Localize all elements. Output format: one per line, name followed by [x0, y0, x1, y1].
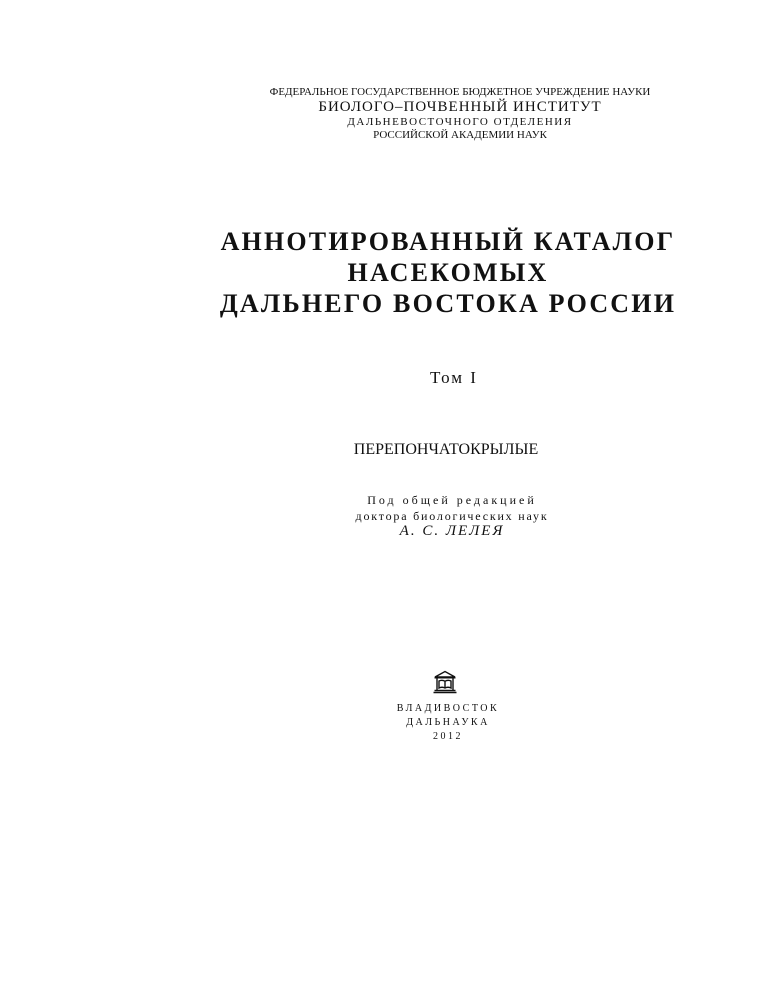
institution-line-3: ДАЛЬНЕВОСТОЧНОГО ОТДЕЛЕНИЯ	[347, 116, 573, 128]
institution-line-4: РОССИЙСКОЙ АКАДЕМИИ НАУК	[373, 129, 547, 141]
institution-line-1: ФЕДЕРАЛЬНОЕ ГОСУДАРСТВЕННОЕ БЮДЖЕТНОЕ УЧРЕЖДЕНИЕ НАУКИ	[269, 86, 651, 98]
editor-name: А. С. ЛЕЛЕЯ	[399, 523, 505, 539]
book-title-line-3: ДАЛЬНЕГО ВОСТОКА РОССИИ	[219, 289, 677, 318]
publisher-building-book-icon	[432, 669, 458, 695]
editor-line-2: доктора биологических наук	[355, 509, 549, 523]
book-title-line-1: АННОТИРОВАННЫЙ КАТАЛОГ	[220, 227, 676, 256]
publication-year: 2012	[433, 731, 463, 742]
book-title	[64, 226, 768, 319]
publisher-city: ВЛАДИВОСТОК	[396, 703, 500, 714]
volume-label: Том I	[430, 368, 478, 387]
editor-line-1: Под общей редакцией	[367, 493, 537, 507]
institution-line-2: БИОЛОГО–ПОЧВЕННЫЙ ИНСТИТУТ	[318, 99, 602, 115]
order-title: ПЕРЕПОНЧАТОКРЫЛЫЕ	[353, 441, 539, 458]
book-title-line-2: НАСЕКОМЫХ	[347, 258, 549, 287]
publisher-name: ДАЛЬНАУКА	[406, 717, 490, 728]
